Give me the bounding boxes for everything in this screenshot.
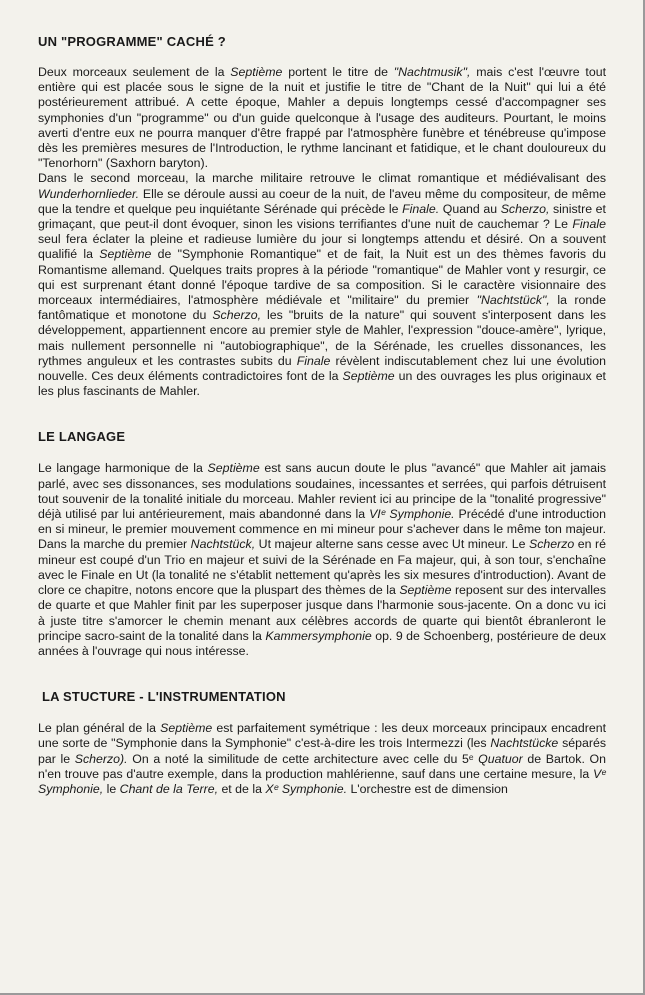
paragraph <box>38 721 606 797</box>
text-run: mais c'est l'œuvre tout entière qui est placée sous le signe de la nuit et justifie le titre de "Chant de la Nuit" qui lui a été postérieurement attribué. A cette époque, Mahler a depuis longtemps cessé d'accompagner ses symphonies d'un "programme" ou d'un guide quelconque à l'usage des auditeurs. Pourtant, le moins averti d'entre eux ne pourra manquer d'être frappé par l'atmosphère funèbre et ténébreuse qu'impose dès les premières mesures de l'Introduction, le rythme lancinant et fatidique, et le chant douloureux du "Tenorhorn" (Saxhorn baryton). <box>38 65 606 171</box>
paragraph <box>38 461 606 659</box>
text-run: le <box>103 781 120 796</box>
text-run: est sans aucun doute le plus "avancé" que Mahler ait jamais parlé, avec ses dissonances, ses modulations soudaines, incessantes et serrées, qui parfois détruisent tout souvenir de la tonalité initiale du morceau. Mahler revient ici au principe de la "tonalité progressive" déjà utilisé par lui antérieurement, mais abandonné dans la <box>38 461 606 522</box>
italic-run: Quatuor <box>478 751 523 766</box>
text-run: un des ouvrages les plus originaux et les plus fascinants de Mahler. <box>38 369 606 399</box>
italic-run: Septième <box>160 721 213 736</box>
italic-run: VIᵉ Symphonie. <box>369 507 455 522</box>
section-heading: LE LANGAGE <box>38 429 126 445</box>
text-run: de "Symphonie Romantique" et de fait, la Nuit est un des thèmes favoris du Romantisme allemand. Quelques traits propres à la période "romantique" de Mahler vont y resurgir, ce qui est surprenant étant donné l'époque tardive de sa composition. Si le caractère visionnaire des morceaux intermédiaires, l'atmosphère médiévale et "militaire" du premier <box>38 247 606 308</box>
text-run: séparés par le <box>38 736 606 766</box>
italic-run: "Nachtmusik", <box>393 65 471 79</box>
italic-run: Septième <box>99 247 152 262</box>
document-body <box>38 34 606 827</box>
italic-run: Septième <box>207 461 260 476</box>
text-run: Dans le second morceau, la marche militaire retrouve le climat romantique et médiévalisant des <box>38 171 606 186</box>
italic-run: Wunderhornlieder. <box>38 186 140 201</box>
text-run: Deux morceaux seulement de la <box>38 65 231 79</box>
italic-run: Scherzo, <box>212 308 262 323</box>
italic-run: Vᵉ Symphonie, <box>38 766 606 796</box>
text-run: reposent sur des intervalles de quarte et que Mahler finit par les superposer jusque dans l'harmonie sous-jacente. On a donc vu ici à juste titre s'amorcer le chemin menant aux célèbres accords de quarte qui bientôt ébranleront le principe sacro-saint de la tonalité dans la <box>38 583 606 643</box>
italic-run: Scherzo). <box>74 751 128 766</box>
italic-run: Kammersymphonie <box>265 628 372 643</box>
italic-run: Chant de la Terre, <box>119 781 219 796</box>
text-run: en ré mineur est coupé d'un Trio en majeur et suivi de la Sérénade en Fa majeur, qui, à son tour, s'enchaîne avec le Finale en Ut (la tonalité ne s'établit nettement qu'après les six mesures d'introduction). Avant de clore ce chapitre, notons encore que la pluspart des thèmes de la <box>38 537 606 598</box>
text-run: sinistre et grimaçant, que peut-il dont évoquer, sinon les visions terrifiantes d'une nuit de cauchemar ? Le <box>38 201 606 232</box>
italic-run: Scherzo <box>528 537 575 552</box>
paragraph <box>38 65 606 171</box>
section-heading: LA STUCTURE - L'INSTRUMENTATION <box>42 689 286 705</box>
text-run: les "bruits de la nature" qui souvent s'interposent dans les développement, appartiennent encore au premier style de Mahler, l'expression "douce-amère", lyrique, mais nullement personnelle ni "autobiographique", de la Sérénade, les cruelles dissonances, les rythmes anguleux et les contrastes subits du <box>38 308 606 368</box>
text-run: Le plan général de la <box>38 721 161 736</box>
text-run: On a noté la similitude de cette architecture avec celle du 5ᵉ <box>127 751 479 766</box>
text-run: Elle se déroule aussi au coeur de la nuit, de l'aveu même du compositeur, de même que la tendre et quelque peu inquiétante Sérénade qui précède le <box>38 186 606 216</box>
text-run: Précédé d'une introduction en si mineur, le premier mouvement commence en mi mineur pour s'achever dans le même ton majeur. Dans la marche du premier <box>38 507 606 552</box>
italic-run: Finale <box>572 217 606 232</box>
italic-run: Septième <box>230 65 283 79</box>
section-heading: UN "PROGRAMME" CACHÉ ? <box>38 34 226 49</box>
italic-run: "Nachtstück", <box>476 293 550 308</box>
text-run: L'orchestre est de dimension <box>347 781 508 796</box>
text-run: Ut majeur alterne sans cesse avec Ut mineur. Le <box>255 537 529 552</box>
text-run: et de la <box>218 781 266 796</box>
section-structure <box>38 689 606 797</box>
text-run: op. 9 de Schoenberg, postérieure de deux années à l'ouvrage qui nous intéresse. <box>38 628 607 658</box>
text-run: révèlent indiscutablement chez lui une évolution nouvelle. Ces deux éléments contradictoires font de la <box>38 353 606 384</box>
paragraph <box>38 171 606 399</box>
section-langage <box>38 429 606 659</box>
text-run: Quand au <box>439 201 501 216</box>
italic-run: Xᵉ Symphonie. <box>265 781 348 796</box>
text-run: est parfaitement symétrique : les deux morceaux principaux encadrent une sorte de "Symphonie dans la Symphonie" c'est-à-dire les trois Intermezzi (les <box>38 721 606 751</box>
text-run: seul fera éclater la pleine et radieuse lumière du jour si longtemps attendu et désiré. On a souvent qualifié la <box>38 232 606 262</box>
text-run: de Bartok. On n'en trouve pas d'autre exemple, dans la production mahlérienne, sauf dans une certaine mesure, la <box>38 751 606 781</box>
section-programme <box>38 34 606 399</box>
italic-run: Septième <box>399 583 452 598</box>
italic-run: Nachtstück, <box>190 537 256 552</box>
italic-run: Finale <box>296 353 331 368</box>
italic-run: Scherzo, <box>500 201 550 216</box>
text-run: portent le titre de <box>282 65 394 79</box>
italic-run: Nachtstücke <box>490 736 559 751</box>
italic-run: Finale. <box>402 201 440 216</box>
text-run: la ronde fantômatique et monotone du <box>38 293 606 323</box>
text-run: Le langage harmonique de la <box>38 461 208 476</box>
italic-run: Septième <box>342 369 395 384</box>
